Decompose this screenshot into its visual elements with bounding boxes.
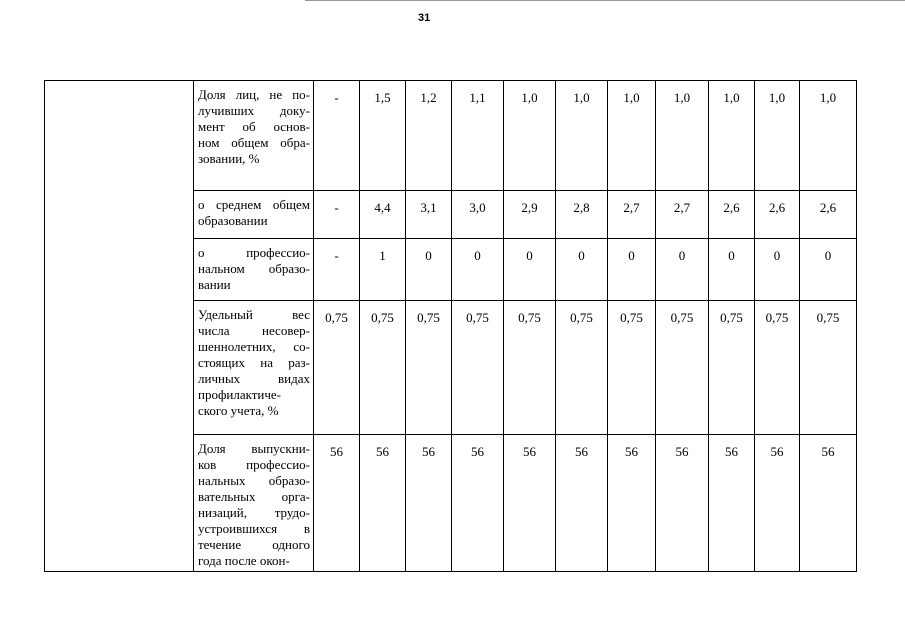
indicator-label-line: вании: [198, 277, 231, 292]
value-cell: 56: [800, 435, 857, 572]
value-cell: 0,75: [755, 301, 800, 435]
indicator-label-line: вательных орга-: [198, 489, 310, 504]
value-cell: 2,7: [608, 191, 656, 239]
indicator-label-line: устроившихся в: [198, 521, 310, 536]
indicator-label-line: мент об основ-: [198, 119, 310, 134]
value-cell: 2,6: [755, 191, 800, 239]
value-cell: 1,0: [709, 81, 755, 191]
value-cell: 56: [406, 435, 452, 572]
value-cell: 0,75: [314, 301, 360, 435]
indicator-label-line: нальном образо-: [198, 261, 310, 276]
value-cell: 1,0: [800, 81, 857, 191]
value-cell: 0: [709, 239, 755, 301]
indicator-label: [194, 81, 314, 191]
value-cell: 0: [800, 239, 857, 301]
value-cell: 56: [556, 435, 608, 572]
indicator-label-line: профилактиче-: [198, 387, 282, 402]
value-cell: 0,75: [452, 301, 504, 435]
indicator-label: [194, 191, 314, 239]
value-cell: 0: [406, 239, 452, 301]
indicator-label: [194, 301, 314, 435]
value-cell: 1: [360, 239, 406, 301]
value-cell: 56: [314, 435, 360, 572]
value-cell: 0,75: [556, 301, 608, 435]
value-cell: 56: [452, 435, 504, 572]
value-cell: 1,0: [556, 81, 608, 191]
indicators-table: [44, 80, 857, 572]
indicator-label-line: Доля лиц, не по-: [198, 87, 310, 102]
indicator-label-line: шеннолетних, со-: [198, 339, 310, 354]
value-cell: 1,0: [656, 81, 709, 191]
indicator-label-line: числа несовер-: [198, 323, 310, 338]
value-cell: 0,75: [656, 301, 709, 435]
indicator-label-line: о профессио-: [198, 245, 310, 260]
value-cell: -: [314, 81, 360, 191]
value-cell: 1,2: [406, 81, 452, 191]
value-cell: 56: [504, 435, 556, 572]
value-cell: 1,0: [755, 81, 800, 191]
value-cell: 1,0: [608, 81, 656, 191]
indicator-label-line: ков профессио-: [198, 457, 310, 472]
page-top-rule: [305, 0, 905, 1]
indicator-label-line: нальных образо-: [198, 473, 310, 488]
indicator-label-line: личных видах: [198, 371, 310, 386]
page-number: 31: [418, 12, 431, 24]
value-cell: 2,7: [656, 191, 709, 239]
value-cell: 3,0: [452, 191, 504, 239]
value-cell: 1,1: [452, 81, 504, 191]
indicator-label-line: о среднем общем: [198, 197, 310, 212]
value-cell: 1,0: [504, 81, 556, 191]
indicator-label-line: стоящих на раз-: [198, 355, 310, 370]
indicator-label: [194, 239, 314, 301]
value-cell: 0: [556, 239, 608, 301]
value-cell: 4,4: [360, 191, 406, 239]
value-cell: -: [314, 191, 360, 239]
value-cell: 0: [452, 239, 504, 301]
value-cell: 0,75: [504, 301, 556, 435]
value-cell: 56: [608, 435, 656, 572]
indicator-label-line: течение одного: [198, 537, 310, 552]
indicator-label-line: ского учета, %: [198, 403, 279, 418]
indicator-label-line: Удельный вес: [198, 307, 310, 322]
value-cell: 2,6: [800, 191, 857, 239]
value-cell: -: [314, 239, 360, 301]
indicator-label: [194, 435, 314, 572]
indicator-label-line: низаций, трудо-: [198, 505, 310, 520]
indicator-label-line: года после окон-: [198, 553, 290, 568]
indicator-label-line: образовании: [198, 213, 268, 228]
value-cell: 3,1: [406, 191, 452, 239]
value-cell: 56: [709, 435, 755, 572]
value-cell: 56: [656, 435, 709, 572]
value-cell: 56: [755, 435, 800, 572]
value-cell: 2,6: [709, 191, 755, 239]
indicator-label-line: лучивших доку-: [198, 103, 310, 118]
value-cell: 0: [608, 239, 656, 301]
value-cell: 56: [360, 435, 406, 572]
value-cell: 0: [656, 239, 709, 301]
value-cell: 0,75: [360, 301, 406, 435]
value-cell: 2,8: [556, 191, 608, 239]
indicator-label-line: Доля выпускни-: [198, 441, 310, 456]
indicator-label-line: зовании, %: [198, 151, 260, 166]
value-cell: 0,75: [608, 301, 656, 435]
value-cell: 1,5: [360, 81, 406, 191]
value-cell: 2,9: [504, 191, 556, 239]
table-row: [45, 81, 857, 191]
value-cell: 0: [755, 239, 800, 301]
value-cell: 0,75: [709, 301, 755, 435]
empty-left-cell: [45, 81, 194, 572]
indicator-label-line: ном общем обра-: [198, 135, 310, 150]
value-cell: 0: [504, 239, 556, 301]
value-cell: 0,75: [800, 301, 857, 435]
value-cell: 0,75: [406, 301, 452, 435]
